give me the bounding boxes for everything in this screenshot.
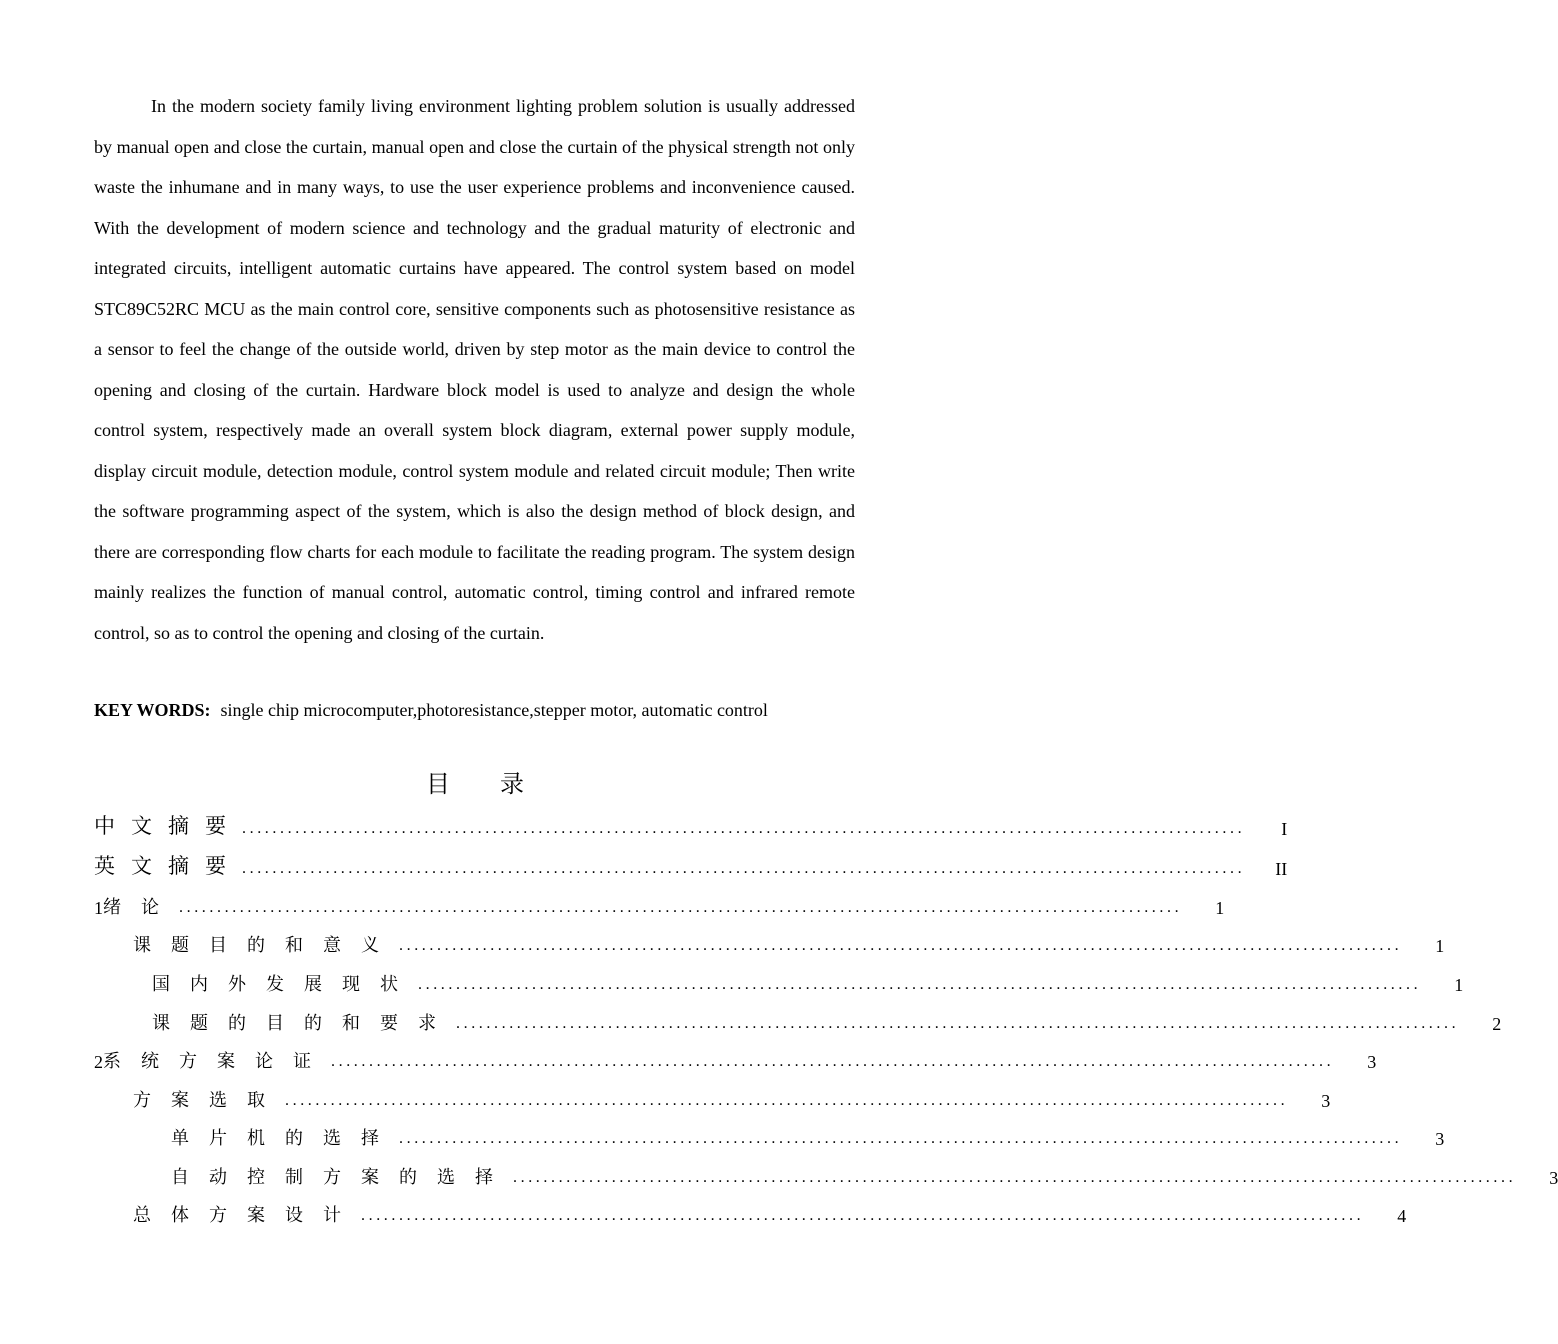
toc-page-number: I: [1281, 819, 1288, 839]
toc-title: 目录: [426, 770, 574, 798]
toc-page-number: 3: [1435, 1129, 1445, 1149]
toc-entry-label: 方案选取: [133, 1090, 285, 1111]
toc-leader-dots: ....................................................................................................................................: [399, 1130, 1403, 1147]
toc-entry-subsection[interactable]: [171, 1159, 1558, 1189]
toc-entry-label: 自动控制方案的选择: [171, 1167, 513, 1188]
toc-entry-label: 绪论: [103, 897, 179, 918]
toc-page-number: 3: [1367, 1052, 1377, 1072]
toc-page-number: II: [1275, 859, 1288, 879]
abstract-body: In the modern society family living environment lighting problem solution is usually addressed by manual open and close the curtain, manual open and close the curtain of the physical strength not only waste the inhumane and in many ways, to use the user experience problems and inconvenience caused. With the development of modern science and technology and the gradual maturity of electronic and integrated circuits, intelligent automatic curtains have appeared. The control system based on model STC89C52RC MCU as the main control core, sensitive components such as photosensitive resistance as a sensor to feel the change of the outside world, driven by step motor as the main device to control the opening and closing of the curtain. Hardware block model is used to analyze and design the whole control system, respectively made an overall system block diagram, external power supply module, display circuit module, detection module, control system module and related circuit module; Then write the software programming aspect of the system, which is also the design method of block design, and there are corresponding flow charts for each module to facilitate the reading program. The system design mainly realizes the function of manual control, automatic control, timing control and infrared remote control, so as to control the opening and closing of the curtain.: [94, 96, 855, 643]
toc-page-number: 2: [1492, 1014, 1502, 1034]
toc-page-number: 1: [1454, 975, 1464, 995]
toc-entry-subsection[interactable]: [152, 966, 1464, 996]
toc-entry-chinese-abstract[interactable]: [94, 810, 1288, 840]
toc-entry-subsection[interactable]: [171, 1120, 1445, 1150]
toc-entry-section[interactable]: [133, 1082, 1331, 1112]
toc-entry-label: 总体方案设计: [133, 1205, 361, 1226]
toc-entry-section[interactable]: [133, 1197, 1407, 1227]
toc-leader-dots: ....................................................................................................................................: [513, 1169, 1517, 1186]
toc-entry-chapter-2[interactable]: [94, 1043, 1377, 1073]
toc-chapter-number: 1: [94, 898, 103, 918]
toc-page-number: 1: [1435, 936, 1445, 956]
keywords-line: [94, 698, 855, 722]
toc-entry-label: 英文摘要: [94, 854, 242, 878]
toc-entry-label: 中文摘要: [94, 814, 242, 838]
toc-entry-label: 课题的目的和要求: [152, 1013, 456, 1034]
toc-entry-label: 课题目的和意义: [133, 935, 399, 956]
toc-leader-dots: ....................................................................................................................................: [361, 1207, 1365, 1224]
toc-page-number: 4: [1397, 1206, 1407, 1226]
toc-entry-section[interactable]: [133, 927, 1445, 957]
toc-leader-dots: ....................................................................................................................................: [242, 820, 1246, 837]
keywords-label: KEY WORDS:: [94, 700, 211, 720]
toc-leader-dots: ....................................................................................................................................: [179, 899, 1183, 916]
toc-page-number: 3: [1321, 1091, 1331, 1111]
keywords-text: single chip microcomputer,photoresistance,stepper motor, automatic control: [220, 700, 768, 720]
toc-leader-dots: ....................................................................................................................................: [456, 1015, 1460, 1032]
toc-entry-subsection[interactable]: [152, 1005, 1502, 1035]
toc-page-number: 1: [1215, 898, 1225, 918]
toc-entry-label: 单片机的选择: [171, 1128, 399, 1149]
toc-leader-dots: ....................................................................................................................................: [331, 1053, 1335, 1070]
toc-leader-dots: ....................................................................................................................................: [418, 976, 1422, 993]
toc-page-number: 3: [1549, 1168, 1558, 1188]
toc-entry-chapter-1[interactable]: [94, 889, 1225, 919]
toc-chapter-number: 2: [94, 1052, 103, 1072]
toc-leader-dots: ....................................................................................................................................: [242, 860, 1246, 877]
toc-entry-label: 国内外发展现状: [152, 974, 418, 995]
toc-leader-dots: ....................................................................................................................................: [399, 937, 1403, 954]
toc-leader-dots: ....................................................................................................................................: [285, 1092, 1289, 1109]
toc-entry-english-abstract[interactable]: [94, 850, 1288, 880]
toc-entry-label: 系统方案论证: [103, 1051, 331, 1072]
